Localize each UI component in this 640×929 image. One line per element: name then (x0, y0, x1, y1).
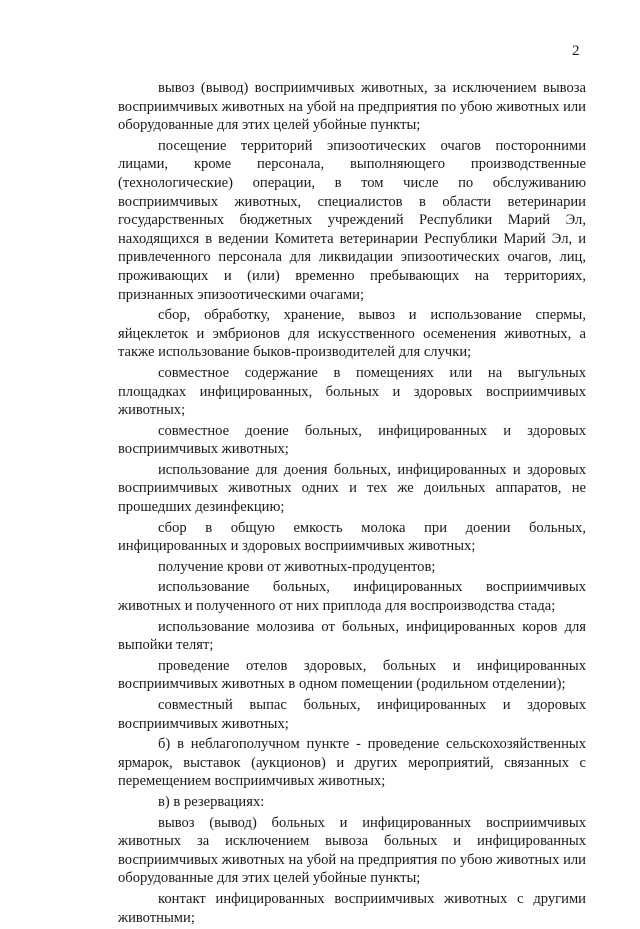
paragraph: использование для доения больных, инфицированных и здоровых восприимчивых животных одних и тех же доильных аппаратов, не прошедших дезинфекцию; (118, 461, 586, 516)
paragraph: совместное доение больных, инфицированных и здоровых восприимчивых животных; (118, 422, 586, 458)
paragraph: посещение территорий эпизоотических очагов посторонними лицами, кроме персонала, выполняющего производственные (технологические) операции, в том числе по обслуживанию восприимчивых животных, специалистов в области ветеринарии государственных бюджетных учреждений Республики Марий Эл, находящихся в ведении Комитета ветеринарии Республики Марий Эл, и привлеченного персонала для ликвидации эпизоотических очагов, лиц, проживающих и (или) временно пребывающих на территориях, признанных эпизоотическими очагами; (118, 137, 586, 303)
paragraph: совместное содержание в помещениях или на выгульных площадках инфицированных, больных и здоровых восприимчивых животных; (118, 364, 586, 419)
page-number: 2 (572, 43, 580, 59)
document-body (118, 79, 586, 929)
paragraph: проведение отелов здоровых, больных и инфицированных восприимчивых животных в одном помещении (родильном отделении); (118, 657, 586, 693)
paragraph: контакт инфицированных восприимчивых животных с другими животными; (118, 890, 586, 926)
paragraph: сбор в общую емкость молока при доении больных, инфицированных и здоровых восприимчивых животных; (118, 519, 586, 555)
paragraph: использование молозива от больных, инфицированных коров для выпойки телят; (118, 618, 586, 654)
paragraph: совместный выпас больных, инфицированных и здоровых восприимчивых животных; (118, 697, 586, 732)
paragraph: вывоз (вывод) больных и инфицированных восприимчивых животных за исключением вывоза больных и инфицированных восприимчивых животных на убой на предприятия по убою животных или оборудованные для этих целей убойные пункты; (118, 814, 586, 887)
paragraph: получение крови от животных-продуцентов; (158, 558, 436, 575)
paragraph: вывоз (вывод) восприимчивых животных, за исключением вывоза восприимчивых животных на убой на предприятия по убою животных или оборудованные для этих целей убойные пункты; (118, 80, 586, 134)
paragraph: сбор, обработку, хранение, вывоз и использование спермы, яйцеклеток и эмбрионов для искусственного осеменения животных, а также использование быков-производителей для случки; (118, 307, 586, 361)
paragraph: б) в неблагополучном пункте - проведение сельскохозяйственных ярмарок, выставок (аукционов) и других мероприятий, связанных с перемещением восприимчивых животных; (118, 736, 586, 790)
paragraph: использование больных, инфицированных восприимчивых животных и полученного от них приплода для воспроизводства стада; (118, 579, 586, 615)
paragraph: в) в резервациях: (158, 793, 265, 810)
